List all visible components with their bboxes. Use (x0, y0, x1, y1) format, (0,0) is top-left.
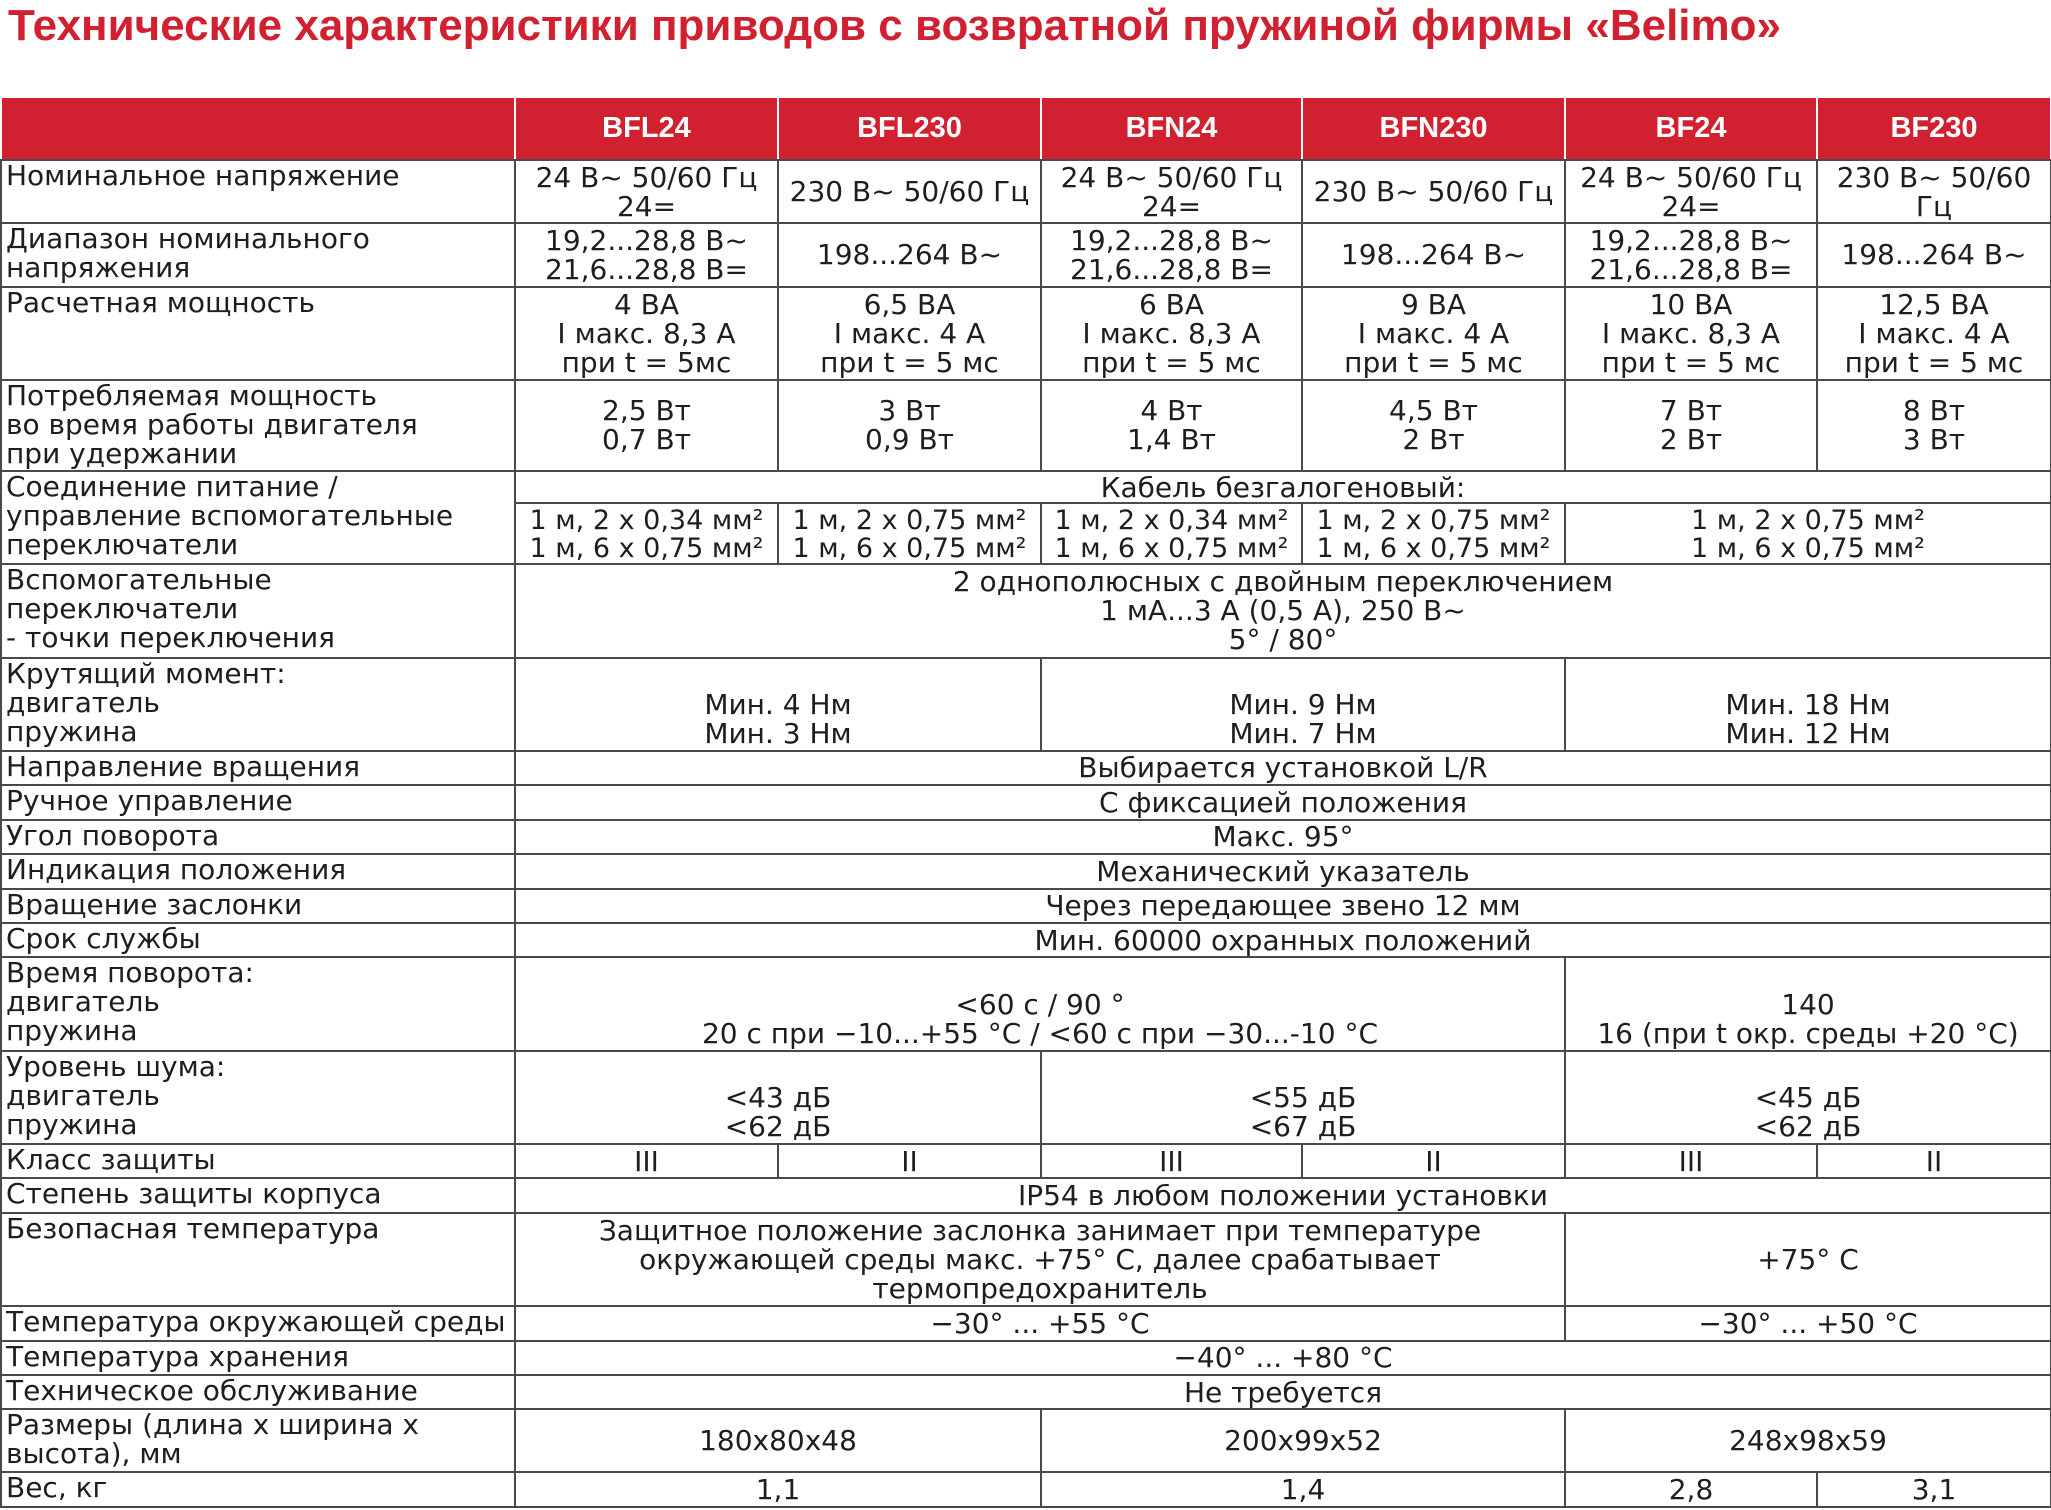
cell-value: Не требуется (515, 1375, 2051, 1409)
cell-value: 6 ВА I макс. 8,3 А при t = 5 мс (1041, 287, 1302, 380)
table-row (1, 889, 2051, 923)
row-label: Вес, кг (1, 1472, 515, 1507)
cell-value: 198...264 В~ (778, 223, 1041, 287)
column-header: BFN230 (1302, 97, 1565, 160)
cell-value: 3,1 (1817, 1472, 2051, 1507)
cell-value: 230 В~ 50/60 Гц (1817, 160, 2051, 223)
table-row (1, 223, 2051, 287)
cell-value: 200x99x52 (1041, 1409, 1565, 1472)
cell-value: 19,2...28,8 В~ 21,6...28,8 В= (1565, 223, 1817, 287)
table-row (1, 923, 2051, 957)
table-row (1, 785, 2051, 819)
row-label: Время поворота: двигатель пружина (1, 957, 515, 1050)
cell-value: 1,1 (515, 1472, 1041, 1507)
cell-value: −30° ... +55 °С (515, 1306, 1565, 1340)
header-row (1, 97, 2051, 160)
row-label: Срок службы (1, 923, 515, 957)
row-label: Класс защиты (1, 1144, 515, 1178)
row-label: Температура окружающей среды (1, 1306, 515, 1340)
cell-value: 180x80x48 (515, 1409, 1041, 1472)
row-label: Уровень шума: двигатель пружина (1, 1051, 515, 1144)
cell-value: 1,4 (1041, 1472, 1565, 1507)
cell-value: Механический указатель (515, 854, 2051, 888)
cell-value: +75° С (1565, 1213, 2051, 1306)
row-label: Техническое обслуживание (1, 1375, 515, 1409)
table-row (1, 1472, 2051, 1507)
cell-value: <60 с / 90 ° 20 с при −10...+55 °С / <60 с при −30...-10 °С (515, 957, 1565, 1050)
table-row (1, 1178, 2051, 1212)
cell-value: 10 ВА I макс. 8,3 А при t = 5 мс (1565, 287, 1817, 380)
spec-table (0, 96, 2051, 1508)
cell-value: III (1565, 1144, 1817, 1178)
table-row (1, 287, 2051, 380)
cell-value: 1 м, 2 x 0,75 мм² 1 м, 6 x 0,75 мм² (1302, 503, 1565, 564)
cell-value: 230 В~ 50/60 Гц (778, 160, 1041, 223)
table-row (1, 658, 2051, 751)
cell-value: 4 ВА I макс. 8,3 А при t = 5мс (515, 287, 778, 380)
cell-value: III (1041, 1144, 1302, 1178)
row-label: Степень защиты корпуса (1, 1178, 515, 1212)
cell-value: 140 16 (при t окр. среды +20 °С) (1565, 957, 2051, 1050)
row-label: Номинальное напряжение (1, 160, 515, 223)
cell-value: Мин. 18 Нм Мин. 12 Нм (1565, 658, 2051, 751)
column-header: BFN24 (1041, 97, 1302, 160)
table-row (1, 1144, 2051, 1178)
table-row (1, 380, 2051, 471)
cell-value: Мин. 9 Нм Мин. 7 Нм (1041, 658, 1565, 751)
cell-value: Кабель безгалогеновый: (515, 471, 2051, 503)
table-row (1, 854, 2051, 888)
table-row (1, 471, 2051, 503)
column-header: BFL230 (778, 97, 1041, 160)
row-label: Потребляемая мощность во время работы двигателя при удержании (1, 380, 515, 471)
cell-value: 3 Вт 0,9 Вт (778, 380, 1041, 471)
cell-value: 1 м, 2 x 0,75 мм² 1 м, 6 x 0,75 мм² (778, 503, 1041, 564)
cell-value: 2,5 Вт 0,7 Вт (515, 380, 778, 471)
row-label: Безопасная температура (1, 1213, 515, 1306)
table-row (1, 1213, 2051, 1306)
cell-value: 4 Вт 1,4 Вт (1041, 380, 1302, 471)
cell-value: 2 однополюсных с двойным переключением 1 мА...3 А (0,5 А), 250 В~ 5° / 80° (515, 564, 2051, 657)
header-corner (1, 97, 515, 160)
cell-value: Через передающее звено 12 мм (515, 889, 2051, 923)
row-label: Индикация положения (1, 854, 515, 888)
cell-value: 1 м, 2 x 0,34 мм² 1 м, 6 x 0,75 мм² (515, 503, 778, 564)
row-label: Направление вращения (1, 751, 515, 785)
cell-value: 1 м, 2 x 0,75 мм² 1 м, 6 x 0,75 мм² (1565, 503, 2051, 564)
cell-value: 198...264 В~ (1817, 223, 2051, 287)
cell-value: 2,8 (1565, 1472, 1817, 1507)
cell-value: Мин. 4 Нм Мин. 3 Нм (515, 658, 1041, 751)
cell-value: −30° ... +50 °С (1565, 1306, 2051, 1340)
cell-value: 24 В~ 50/60 Гц 24= (1565, 160, 1817, 223)
row-label: Диапазон номинального напряжения (1, 223, 515, 287)
cell-value: 12,5 ВА I макс. 4 А при t = 5 мс (1817, 287, 2051, 380)
row-label: Крутящий момент: двигатель пружина (1, 658, 515, 751)
cell-value: II (778, 1144, 1041, 1178)
cell-value: Мин. 60000 охранных положений (515, 923, 2051, 957)
table-row (1, 1306, 2051, 1340)
cell-value: −40° ... +80 °С (515, 1341, 2051, 1375)
table-row (1, 1409, 2051, 1472)
cell-value: Защитное положение заслонка занимает при температуре окружающей среды макс. +75° С, далее срабатывает термопредохранитель (515, 1213, 1565, 1306)
cell-value: Макс. 95° (515, 820, 2051, 854)
cell-value: II (1302, 1144, 1565, 1178)
cell-value: 198...264 В~ (1302, 223, 1565, 287)
row-label: Температура хранения (1, 1341, 515, 1375)
cell-value: С фиксацией положения (515, 785, 2051, 819)
cell-value: Выбирается установкой L/R (515, 751, 2051, 785)
row-label: Соединение питание / управление вспомогательные переключатели (1, 471, 515, 564)
column-header: BF24 (1565, 97, 1817, 160)
table-row (1, 160, 2051, 223)
row-label: Ручное управление (1, 785, 515, 819)
column-header: BF230 (1817, 97, 2051, 160)
row-label: Вращение заслонки (1, 889, 515, 923)
cell-value: <45 дБ <62 дБ (1565, 1051, 2051, 1144)
cell-value: 1 м, 2 x 0,34 мм² 1 м, 6 x 0,75 мм² (1041, 503, 1302, 564)
cell-value: 9 ВА I макс. 4 А при t = 5 мс (1302, 287, 1565, 380)
cell-value: <55 дБ <67 дБ (1041, 1051, 1565, 1144)
row-label: Угол поворота (1, 820, 515, 854)
cell-value: 8 Вт 3 Вт (1817, 380, 2051, 471)
table-row (1, 1341, 2051, 1375)
cell-value: 19,2...28,8 В~ 21,6...28,8 В= (1041, 223, 1302, 287)
row-label: Расчетная мощность (1, 287, 515, 380)
cell-value: II (1817, 1144, 2051, 1178)
table-row (1, 564, 2051, 657)
cell-value: 248x98x59 (1565, 1409, 2051, 1472)
table-row (1, 1051, 2051, 1144)
row-label: Размеры (длина x ширина x высота), мм (1, 1409, 515, 1472)
cell-value: 6,5 ВА I макс. 4 А при t = 5 мс (778, 287, 1041, 380)
cell-value: 4,5 Вт 2 Вт (1302, 380, 1565, 471)
cell-value: <43 дБ <62 дБ (515, 1051, 1041, 1144)
cell-value: 230 В~ 50/60 Гц (1302, 160, 1565, 223)
cell-value: 24 В~ 50/60 Гц 24= (1041, 160, 1302, 223)
table-row (1, 751, 2051, 785)
column-header: BFL24 (515, 97, 778, 160)
cell-value: 7 Вт 2 Вт (1565, 380, 1817, 471)
page-title: Технические характеристики приводов с возвратной пружиной фирмы «Belimo» (8, 1, 1781, 50)
table-row (1, 1375, 2051, 1409)
cell-value: 24 В~ 50/60 Гц 24= (515, 160, 778, 223)
table-row (1, 820, 2051, 854)
cell-value: IP54 в любом положении установки (515, 1178, 2051, 1212)
cell-value: III (515, 1144, 778, 1178)
cell-value: 19,2...28,8 В~ 21,6...28,8 В= (515, 223, 778, 287)
table-row (1, 957, 2051, 1050)
row-label: Вспомогательные переключатели - точки переключения (1, 564, 515, 657)
